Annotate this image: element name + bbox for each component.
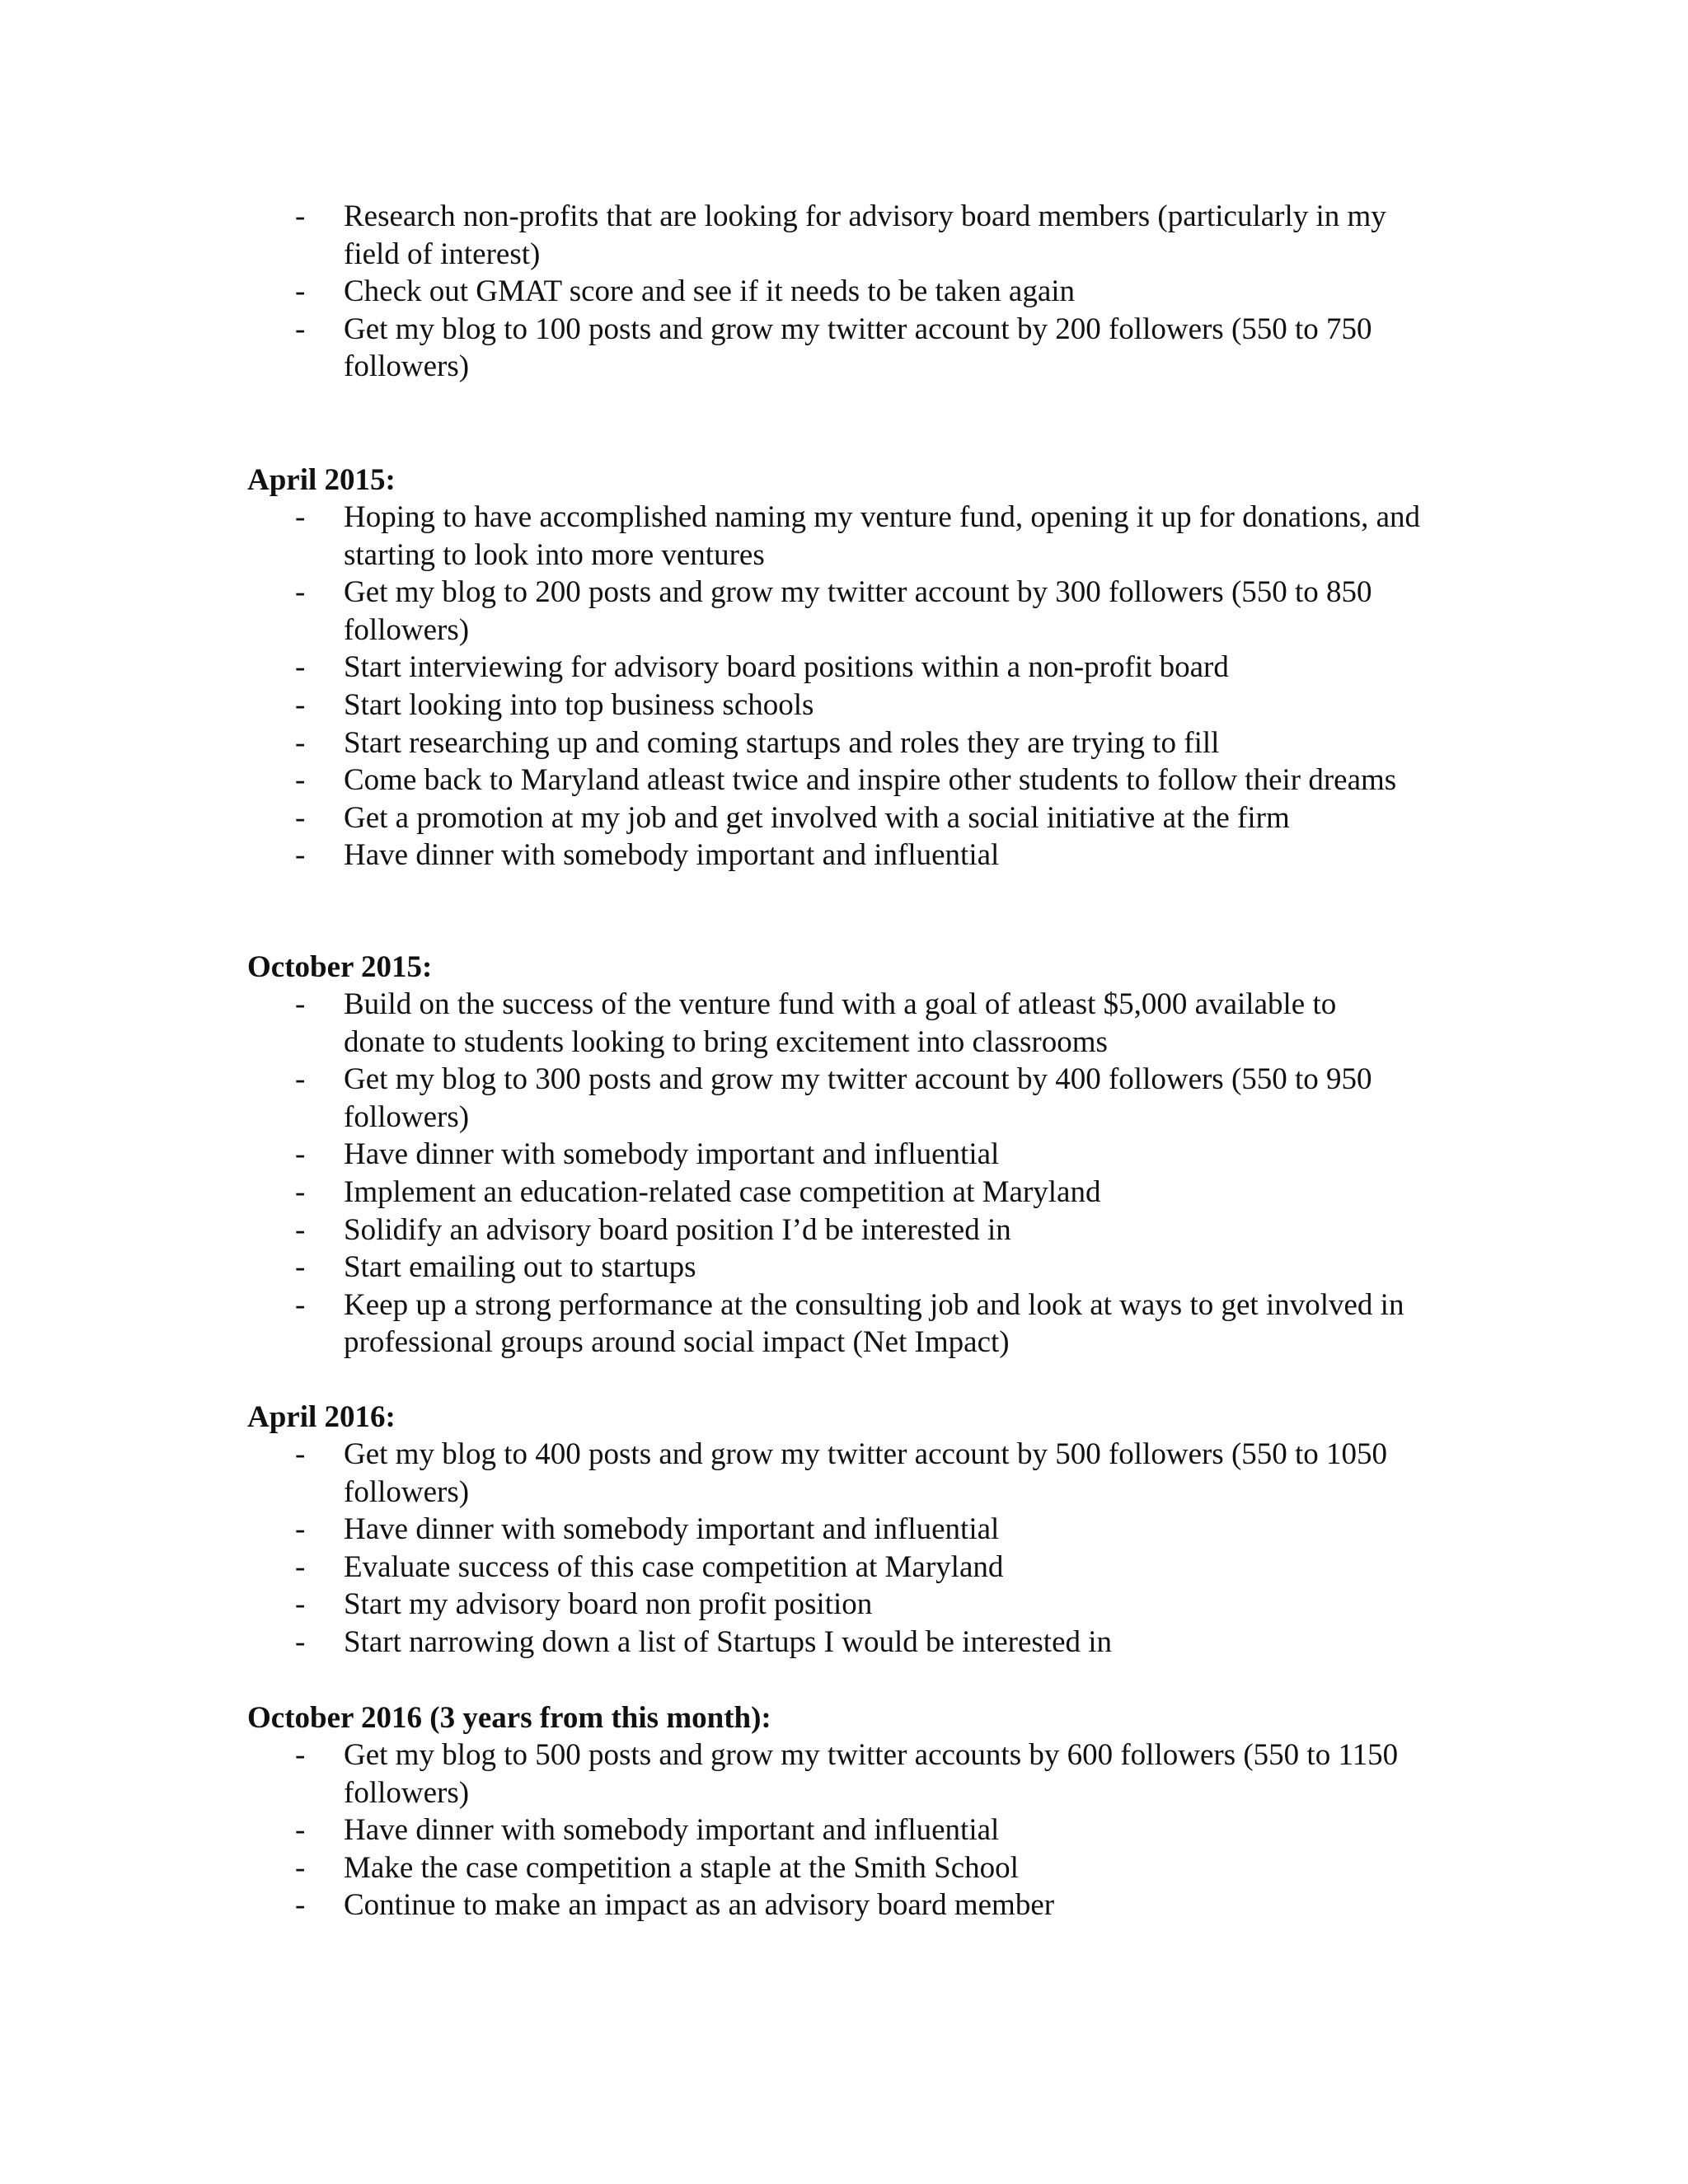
- bullet-dash: -: [295, 987, 306, 1021]
- bullet-dash: -: [295, 838, 306, 873]
- list-item: - Get a promotion at my job and get involved with a social initiative at the firm: [0, 799, 1423, 837]
- section-heading: April 2015:: [247, 463, 396, 497]
- bullet-dash: -: [295, 274, 306, 309]
- bullet-dash: -: [295, 500, 306, 534]
- bullet-dash: -: [295, 725, 306, 760]
- bullet-dash: -: [295, 199, 306, 233]
- list-item: - Get my blog to 300 posts and grow my twitter account by 400 followers (550 to 950 followers): [295, 1062, 1372, 1134]
- list-item: - Get my blog to 400 posts and grow my twitter account by 500 followers (550 to 1050 followers): [295, 1437, 1388, 1509]
- list-item: - Get my blog to 200 posts and grow my twitter account by 300 followers (550 to 850 followers): [295, 575, 1372, 647]
- list-item: - Start interviewing for advisory board positions within a non-profit board: [0, 649, 1423, 687]
- list-item: - Solidify an advisory board position I’d be interested in: [0, 1212, 1423, 1249]
- list-item: - Start narrowing down a list of Startups I would be interested in: [0, 1624, 1423, 1661]
- list-item: - Have dinner with somebody important and influential: [0, 1811, 1423, 1849]
- bullet-dash: -: [295, 800, 306, 835]
- april-2015-list: [0, 499, 1688, 874]
- list-item: - Keep up a strong performance at the consulting job and look at ways to get involved in professional groups around social impact (Net Impact): [295, 1287, 1404, 1360]
- bullet-dash: -: [295, 1250, 306, 1285]
- bullet-dash: -: [295, 1287, 306, 1322]
- bullet-dash: -: [295, 1437, 306, 1471]
- bullet-dash: -: [295, 312, 306, 346]
- october-2015-list: [0, 986, 1688, 1361]
- intro-list: [0, 198, 1688, 386]
- list-item: - Build on the success of the venture fund with a goal of atleast $5,000 available to donate to students looking to bring excitement into classrooms: [295, 987, 1337, 1059]
- bullet-dash: -: [295, 687, 306, 722]
- list-item: - Implement an education-related case competition at Maryland: [0, 1174, 1423, 1212]
- list-item: - Come back to Maryland atleast twice and inspire other students to follow their dreams: [0, 762, 1423, 799]
- bullet-dash: -: [295, 1062, 306, 1097]
- list-item: - Have dinner with somebody important and influential: [0, 1511, 1423, 1549]
- bullet-dash: -: [295, 650, 306, 685]
- section-heading: October 2016 (3 years from this month):: [247, 1701, 771, 1735]
- bullet-dash: -: [295, 1813, 306, 1848]
- bullet-dash: -: [295, 1587, 306, 1622]
- bullet-dash: -: [295, 575, 306, 610]
- bullet-dash: -: [295, 1137, 306, 1172]
- bullet-dash: -: [295, 1549, 306, 1584]
- list-item: - Start looking into top business schools: [0, 687, 1423, 724]
- section-heading: October 2015:: [247, 950, 433, 984]
- list-item: - Check out GMAT score and see if it needs to be taken again: [0, 273, 1423, 311]
- bullet-dash: -: [295, 1624, 306, 1659]
- april-2016-list: [0, 1436, 1688, 1661]
- bullet-dash: -: [295, 1888, 306, 1923]
- list-item: - Have dinner with somebody important and influential: [0, 1136, 1423, 1174]
- list-item: - Get my blog to 100 posts and grow my twitter account by 200 followers (550 to 750 followers): [295, 312, 1372, 384]
- list-item: - Start my advisory board non profit position: [0, 1586, 1423, 1624]
- list-item: - Continue to make an impact as an advisory board member: [0, 1886, 1423, 1924]
- list-item: - Start emailing out to startups: [0, 1249, 1423, 1286]
- list-item: - Research non-profits that are looking for advisory board members (particularly in my field of interest): [295, 199, 1386, 271]
- bullet-dash: -: [295, 1174, 306, 1209]
- bullet-dash: -: [295, 1738, 306, 1772]
- list-item: - Start researching up and coming startups and roles they are trying to fill: [0, 724, 1423, 762]
- list-item: - Hoping to have accomplished naming my venture fund, opening it up for donations, and starting to look into more ventures: [295, 500, 1421, 572]
- list-item: - Get my blog to 500 posts and grow my twitter accounts by 600 followers (550 to 1150 followers): [295, 1738, 1399, 1810]
- bullet-dash: -: [295, 763, 306, 798]
- list-item: - Evaluate success of this case competition at Maryland: [0, 1549, 1423, 1586]
- section-heading: April 2016:: [247, 1400, 396, 1434]
- bullet-dash: -: [295, 1850, 306, 1885]
- bullet-dash: -: [295, 1212, 306, 1247]
- bullet-dash: -: [295, 1512, 306, 1547]
- october-2016-list: [0, 1736, 1688, 1924]
- list-item: - Have dinner with somebody important and influential: [0, 837, 1423, 874]
- list-item: - Make the case competition a staple at the Smith School: [0, 1849, 1423, 1887]
